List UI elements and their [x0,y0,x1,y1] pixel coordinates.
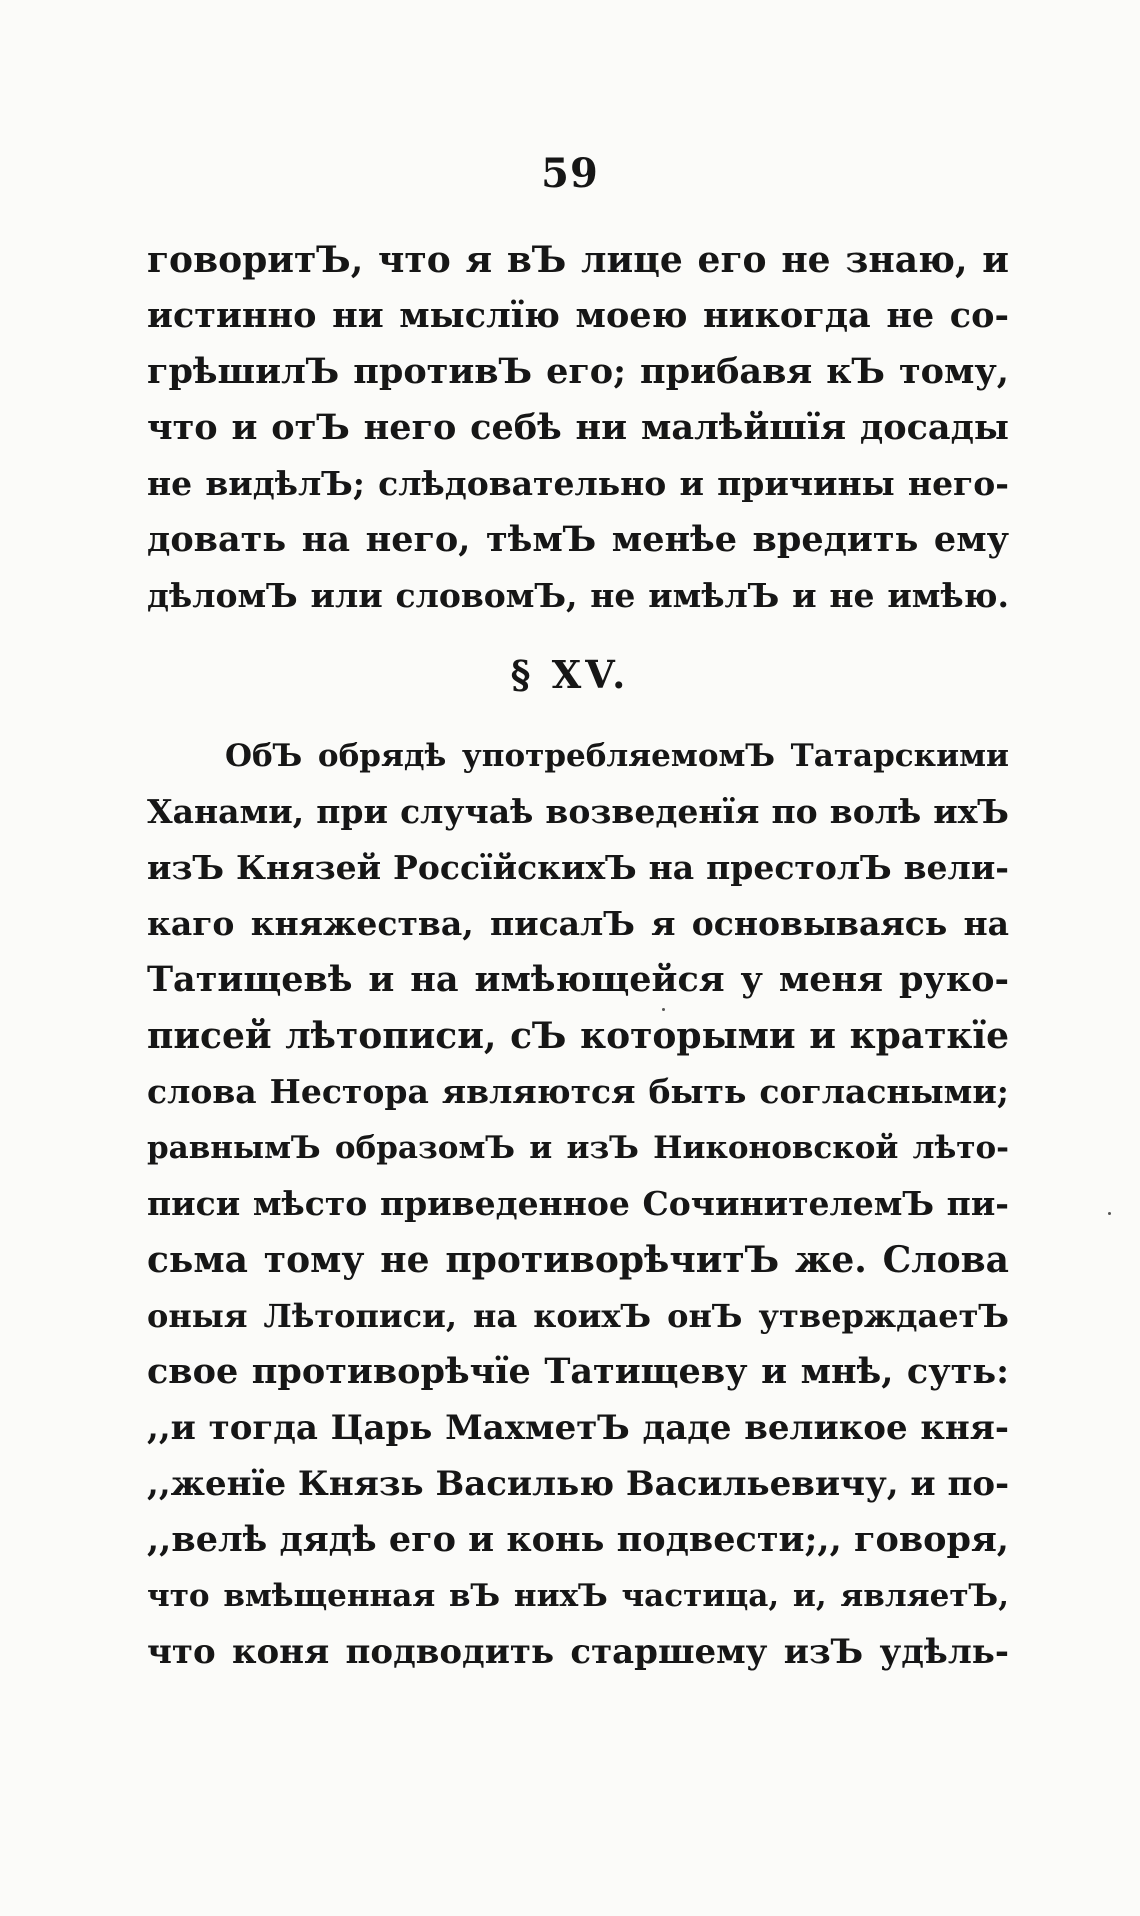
text-line: говоритЪ, что я вЪ лице его не знаю, и [147,239,1009,281]
text-line: изЪ Князей РоссїйскихЪ на престолЪ вели- [147,848,1009,887]
text-line: истинно ни мыслїю моею никогда не со- [147,295,1009,336]
text-line: свое противорѣчїе Татищеву и мнѣ, суть: [147,1351,1009,1392]
page-number: 59 [541,150,599,197]
text-line: равнымЪ образомЪ и изЪ Никоновской лѣто- [147,1130,1009,1166]
text-line: довать на него, тѣмЪ менѣе вредить ему [147,519,1009,560]
text-line: каго княжества, писалЪ я основываясь на [147,904,1009,943]
text-line: сьма тому не противорѣчитЪ же. Слова [147,1239,1009,1281]
text-line: ,,женїе Князь Василью Васильевичу, и по- [147,1464,1009,1504]
text-line: Ханами, при случаѣ возведенїя по волѣ ихЪ [147,792,1009,831]
section-heading: § XV. [510,652,630,697]
paper-speck [662,1008,665,1011]
text-line: дѣломЪ или словомЪ, не имѣлЪ и не имѣю. [147,576,1009,615]
text-line: что и отЪ него себѣ ни малѣйшїя досады [147,407,1009,448]
paper-speck [1108,1212,1111,1215]
text-line: что коня подводить старшему изЪ удѣль- [147,1632,1009,1672]
text-line: писи мѣсто приведенное СочинителемЪ пи- [147,1184,1009,1223]
text-line: не видѣлЪ; слѣдовательно и причины него- [147,464,1009,503]
text-line: ,,и тогда Царь МахметЪ даде великое кня- [147,1408,1009,1448]
text-line: ,,велѣ дядѣ его и конь подвести;,, говоря, [147,1519,1009,1560]
text-line: ОбЪ обрядѣ употребляемомЪ Татарскими [225,738,1009,774]
text-line: грѣшилЪ противЪ его; прибавя кЪ тому, [147,351,1009,392]
text-line: оныя Лѣтописи, на коихЪ онЪ утверждаетЪ [147,1297,1009,1335]
text-line: Татищевѣ и на имѣющейся у меня руко- [147,959,1009,1000]
section-paragraph [147,728,1009,1680]
text-line: слова Нестора являются быть согласными; [147,1072,1009,1111]
text-line: что вмѣщенная вЪ нихЪ частица, и, являетЪ, [147,1578,1009,1614]
text-line: писей лѣтописи, сЪ которыми и краткїе [147,1015,1009,1057]
paragraph-continued [147,232,1009,624]
